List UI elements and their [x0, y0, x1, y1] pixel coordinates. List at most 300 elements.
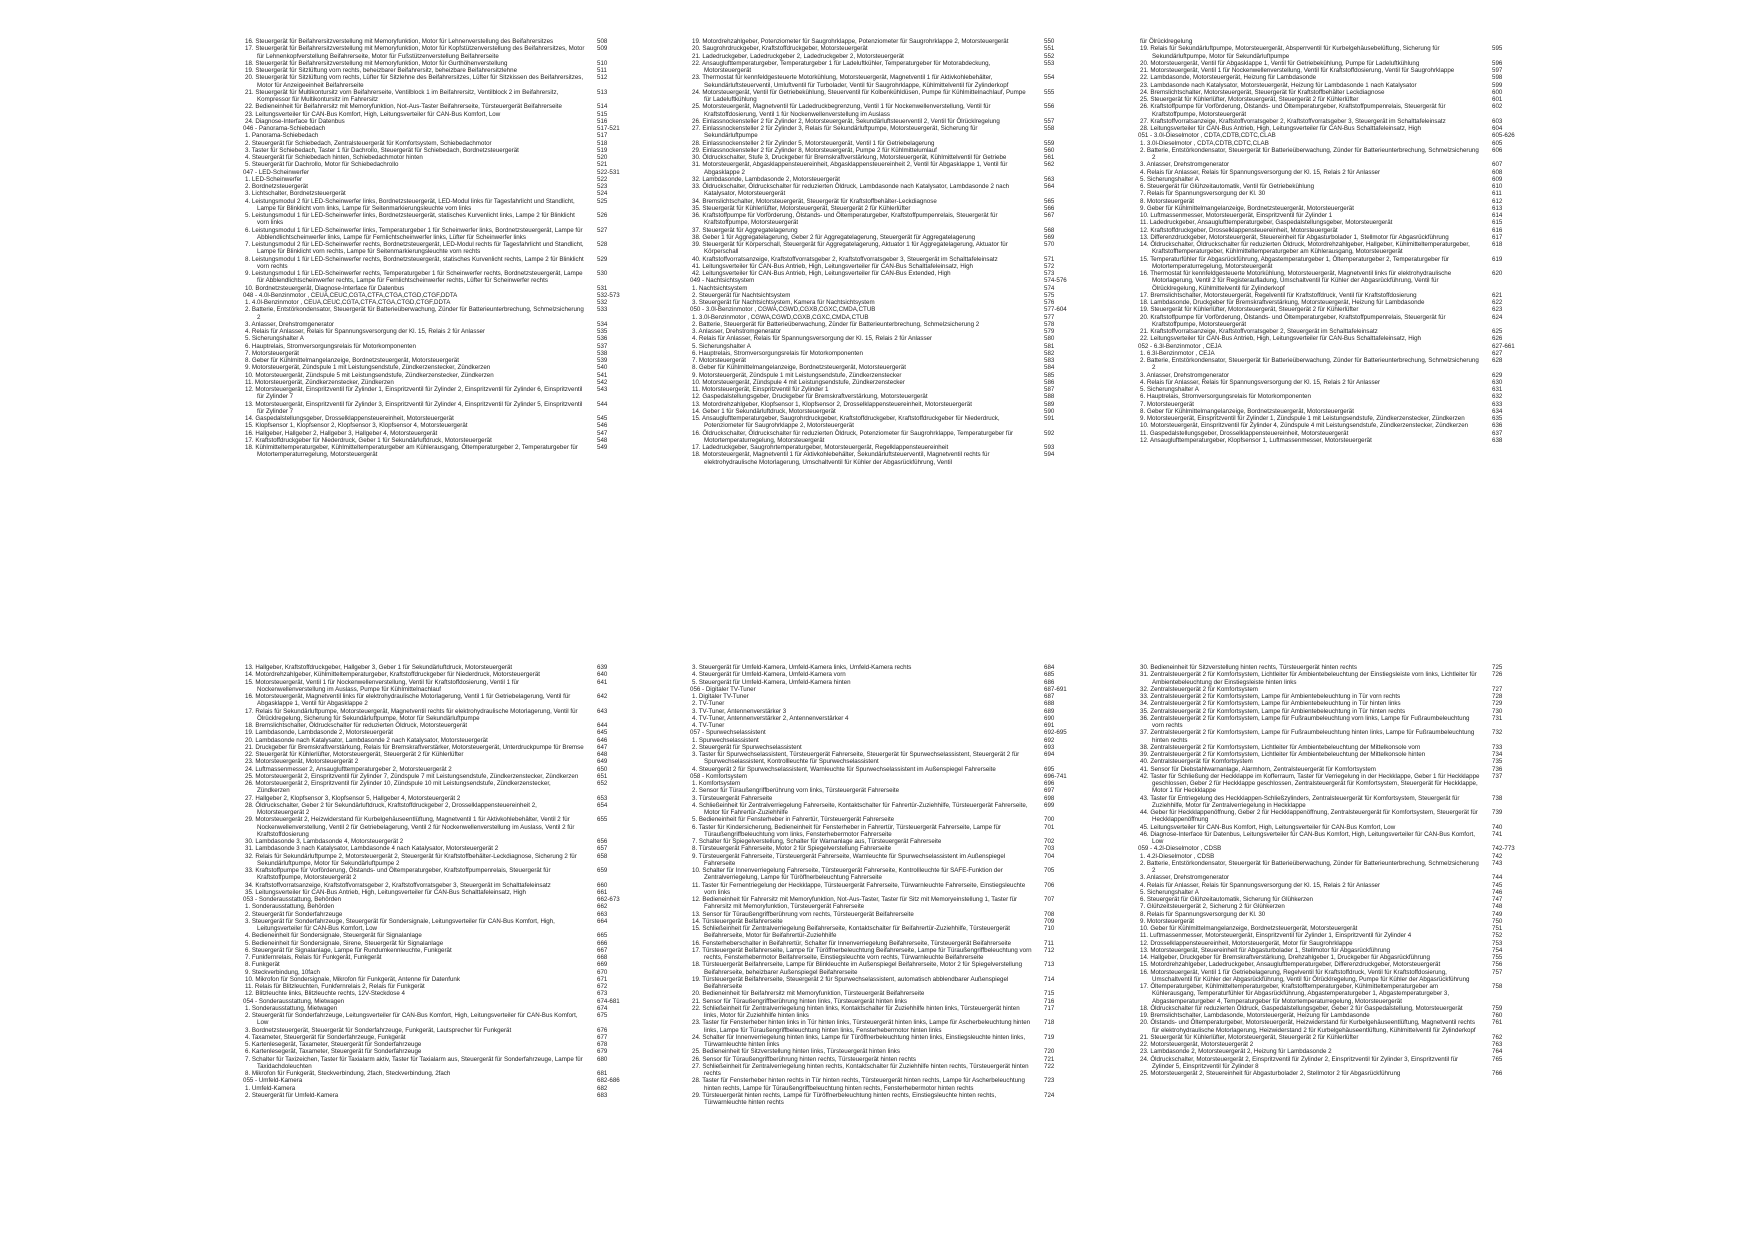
index-entry — [245, 379, 645, 386]
index-entry-page: 652 — [597, 780, 608, 787]
index-entry — [245, 1034, 645, 1041]
index-entry-title: 21. Motorsteuergerät, Ventil 1 für Nockenwellenverstellung, Ventil für Kraftstoffdosierung, Ventil für Saugrohrklappe — [1140, 67, 1455, 74]
index-entry — [1140, 831, 1540, 846]
index-entry-page: 651 — [597, 772, 608, 780]
index-entry-page: 693 — [1044, 743, 1055, 751]
index-entry-title: 7. Leistungsmodul 2 für LED-Scheinwerfer rechts, Bordnetzsteuergerät, LED-Modul rechts für Tagesfahrlicht und Standlicht, Lampe für Blinklicht vorn rechts, Lampe für Seitenmarkierungsleuchte vorn rechts — [245, 241, 584, 256]
index-entry — [692, 802, 1092, 817]
index-entry-title: 10. Motorsteuergerät, Zündspule 4 mit Leistungsendstufe, Zündkerzenstecker — [692, 378, 905, 386]
index-entry-title: 6. Steuergerät für Glühzeitautomatik, Sicherung für Glühkerzen — [1140, 896, 1313, 903]
index-entry — [245, 766, 645, 773]
index-entry-title: 13. Motorsteuergerät, Einspritzventil für Zylinder 3, Einspritzventil für Zylinder 4, Einspritzventil für Zylinder 5, Einspritzventil für Zylinder 7 — [245, 400, 583, 415]
index-entry-page: 520 — [597, 154, 608, 161]
index-entry-page: 649 — [597, 758, 608, 766]
index-entry-title: 13. Differenzdruckgeber, Motorsteuergerät, Steuereinheit für Abgasturbolader 1, Stellmotor für Abgasrückführung — [1140, 233, 1449, 241]
index-entry-page: 687 — [1044, 693, 1055, 700]
index-entry — [1140, 969, 1540, 984]
index-entry-page: 623 — [1492, 306, 1503, 314]
index-entry-title: 3. Steuergerät für Umfeld-Kamera, Umfeld-Kamera links, Umfeld-Kamera rechts — [692, 664, 912, 671]
index-entry-page: 733 — [1492, 743, 1503, 751]
index-entry-title: 12. Motorsteuergerät, Einspritzventil für Zylinder 1, Einspritzventil für Zylinder 2, Einspritzventil für Zylinder 6, Einspritzventil für Zylinder 7 — [245, 386, 583, 401]
index-entry — [1140, 1034, 1540, 1041]
index-entry-page: 756 — [1492, 961, 1503, 969]
index-entry-page: 704 — [1044, 852, 1055, 860]
index-entry-title: 8. Geber für Kühlmittelmangelanzeige, Bordnetzsteuergerät, Motorsteuergerät — [1140, 407, 1354, 415]
index-entry-page: 677 — [597, 1033, 608, 1041]
index-entry — [692, 824, 1092, 839]
index-entry — [692, 664, 1092, 671]
index-entry-title: 13. Motordrehzahlgeber, Klopfsensor 1, Klopfsensor 2, Drosselklappensteuereinheit, Motorsteuergerät — [692, 400, 972, 408]
index-entry-page: 564 — [1044, 183, 1055, 190]
index-entry — [245, 357, 645, 364]
index-entry — [1140, 38, 1540, 45]
index-section-heading — [245, 998, 645, 1005]
index-entry-title: 25. Steuergerät für Kühlerlüfter, Motorsteuergerät, Steuergerät 2 für Kühlerlüfter — [1140, 96, 1359, 103]
index-entry-title: 46. Diagnose-Interface für Datenbus, Leitungsverteiler für CAN-Bus Komfort, High, Leitungsverteiler für CAN-Bus Komfort, Low — [1140, 830, 1475, 845]
index-entry-page: 633 — [1492, 400, 1503, 408]
index-entry — [692, 1034, 1092, 1049]
index-entry — [245, 401, 645, 416]
index-entry-title: 32. Lambdasonde, Lambdasonde 2, Motorsteuergerät — [692, 175, 840, 183]
index-entry-page: 513 — [597, 88, 608, 96]
index-entry-page: 521 — [597, 161, 608, 169]
index-entry — [692, 299, 1092, 306]
index-entry — [1140, 67, 1540, 74]
index-entry-page: 606 — [1492, 146, 1503, 154]
index-entry-title: 24. Schalter für Innenverriegelung hinten links, Lampe für Türöffnerbeleuchtung hinten links, Einstiegsleuchte hinten links, Türwarnleuchte hinten links — [692, 1033, 1026, 1048]
index-entry — [1140, 708, 1540, 715]
index-entry — [692, 867, 1092, 882]
index-entry-page: 533 — [597, 306, 608, 314]
index-entry-title: 24. Motorsteuergerät, Ventil für Getriebekühlung, Steuerventil für Kolbenkühldüsen, Pumpe für Kühlmittelnachlauf, Pumpe für Ladeluftkühlung — [692, 88, 1026, 103]
index-entry — [1140, 911, 1540, 918]
index-entry-title: 5. Bedieneinheit für Sondersignale, Sirene, Steuergerät für Signalanlage — [245, 939, 444, 947]
index-entry — [245, 132, 645, 139]
index-entry — [245, 990, 645, 997]
index-entry-title: 6. Hauptrelais, Stromversorgungsrelais für Motorkomponenten — [245, 342, 416, 350]
index-entry-title: 1. 4.2l-Dieselmotor , CDSB — [1140, 852, 1215, 860]
index-entry-title: 1. 6.3l-Benzinmotor , CEJA — [1140, 349, 1215, 357]
index-entry-title: 25. Motorsteuergerät, Magnetventil für Ladedruckbegrenzung, Ventil 1 für Nockenwellenverstellung, Ventil für Kraftstoffdosierung, Ventil 1 für Nockenwellenverstellung im Auslass — [692, 103, 991, 118]
index-entry-title: 4. Bedieneinheit für Sondersignale, Steuergerät für Signalanlage — [245, 932, 422, 940]
index-entry-page: 676 — [597, 1026, 608, 1034]
index-entry-page: 719 — [1044, 1033, 1055, 1041]
index-entry — [245, 430, 645, 437]
index-entry-page: 607 — [1492, 161, 1503, 169]
index-entry-title: 16. Motorsteuergerät, Ventil 1 für Getriebelagerung, Regelventil für Kraftstoffdruck, Ventil für Kraftstoffdosierung, Umschaltventil für Kühler der Abgasrückführung, Ventil für Ölrücklregelung, Pumpe für Kühler der Abgasrückführung — [1140, 968, 1470, 983]
index-entry — [1140, 918, 1540, 925]
index-entry-page: 614 — [1492, 212, 1503, 219]
index-entry — [692, 343, 1092, 350]
index-entry — [692, 292, 1092, 299]
index-entry-page: 600 — [1492, 88, 1503, 96]
index-entry-page: 523 — [597, 183, 608, 190]
index-entry — [245, 190, 645, 197]
index-entry-page: 664 — [597, 917, 608, 925]
index-entry — [692, 1048, 1092, 1055]
index-entry — [1140, 437, 1540, 444]
index-entry — [692, 1056, 1092, 1063]
index-entry — [692, 393, 1092, 400]
index-entry-title: 3. Steuergerät für Nachtsichtsystem, Kamera für Nachtsichtsystem — [692, 299, 875, 306]
index-entry-title: 22. Motorsteuergerät, Motorsteuergerät 2 — [1140, 1041, 1254, 1048]
index-entry — [1140, 227, 1540, 234]
index-entry — [245, 1070, 645, 1077]
index-entry-title: 1. Spurwechselassistent — [692, 736, 759, 744]
index-entry — [1140, 74, 1540, 81]
index-entry-title: 17. Öltemperaturgeber, Kühlmitteltemperaturgeber, Kraftstofftemperaturgeber, Kühlmitteltemperaturgeber am Kühlerausgang, Temperaturfühler für Abgasrückführung, Abgastemperaturgeber 1, Abgastemperaturgeber 3, Abgastemperaturgeber 4, Temperaturgeber für Motortemperaturregelung, Motorsteuergerät — [1140, 983, 1450, 1005]
index-entry — [245, 795, 645, 802]
index-entry — [245, 889, 645, 896]
index-entry — [1140, 241, 1540, 256]
index-entry — [245, 947, 645, 954]
index-entry-page: 581 — [1044, 342, 1055, 350]
index-entry-page: 632 — [1492, 393, 1503, 401]
index-entry-page: 589 — [1044, 400, 1055, 408]
index-entry — [692, 787, 1092, 794]
index-entry — [692, 183, 1092, 198]
index-entry-title: 6. Kartenlesegerät, Taxameter, Steuergerät für Sonderfahrzeuge — [245, 1048, 422, 1056]
index-entry — [1140, 809, 1540, 824]
index-entry-page: 754 — [1492, 946, 1503, 954]
index-entry — [1140, 125, 1540, 132]
index-entry — [1140, 45, 1540, 60]
index-entry-title: 9. Motorsteuergerät — [1140, 917, 1194, 925]
index-entry-page: 647 — [597, 743, 608, 751]
index-entry-title: 8. Geber für Kühlmittelmangelanzeige, Bordnetzsteuergerät, Motorsteuergerät — [245, 357, 459, 364]
index-entry-title: 8. Türsteuergerät Fahrerseite, Motor 2 für Spiegelverstellung Fahrerseite — [692, 845, 892, 853]
index-entry — [692, 38, 1092, 45]
index-entry-page: 670 — [597, 968, 608, 976]
index-entry-title: 2. Steuergerät für Umfeld-Kamera — [245, 1091, 339, 1099]
index-entry-title: 9. Geber für Kühlmittelmangelanzeige, Bordnetzsteuergerät, Motorsteuergerät — [1140, 204, 1354, 212]
index-entry-page: 536 — [597, 335, 608, 343]
index-entry — [245, 918, 645, 933]
index-entry — [692, 1005, 1092, 1020]
index-entry — [1140, 729, 1540, 744]
index-entry-title: 9. Steckverbindung, 10fach — [245, 968, 320, 976]
index-entry-page: 683 — [597, 1091, 608, 1099]
index-entry-page: 685 — [1044, 671, 1055, 679]
index-entry-title: 4. Leistungsmodul 2 für LED-Scheinwerfer links, Bordnetzsteuergerät, LED-Modul links für Tagesfahrlicht und Standlicht, Lampe für Blinklicht vorn links, Lampe für Seitenmarkierungsleuchte vorn links — [245, 197, 575, 212]
index-entry-title: 11. Ladedruckgeber, Ansauglufttemperaturgeber, Gaspedalstellungsgeber, Motorsteuergerät — [1140, 219, 1393, 227]
index-entry — [1140, 256, 1540, 271]
index-entry-page: 722 — [1044, 1062, 1055, 1070]
index-entry-title: 18. Bremslichtschalter, Öldruckschalter für reduzierten Öldruck, Motorsteuergerät — [245, 722, 468, 729]
index-entry-page: 742-773 — [1492, 845, 1515, 853]
index-entry — [245, 270, 645, 285]
index-entry-title: 5. Sicherungshalter A — [1140, 386, 1199, 393]
index-entry-page: 763 — [1492, 1041, 1503, 1048]
index-entry-title: 5. Sicherungshalter A — [692, 342, 751, 350]
index-entry — [1140, 896, 1540, 903]
index-entry — [1140, 1048, 1540, 1055]
index-entry — [1140, 1019, 1540, 1034]
index-entry — [1140, 773, 1540, 795]
index-entry — [692, 911, 1092, 918]
index-entry-title: 26. Kraftstoffpumpe für Vorförderung, Ölstands- und Öltemperaturgeber, Kraftstoffpumpenrelais, Steuergerät für Kraftstoffpumpe, Motorsteuergerät — [1140, 103, 1446, 118]
index-entry — [692, 205, 1092, 212]
index-entry — [245, 285, 645, 292]
index-entry-page: 573 — [1044, 270, 1055, 277]
index-entry — [1140, 795, 1540, 810]
index-entry-title: 24. Bremslichtschalter, Motorsteuergerät, Steuergerät für Kraftstoffbehälter Leckdiagnose — [1140, 88, 1385, 96]
index-entry-page: 736 — [1492, 765, 1503, 773]
index-entry — [692, 715, 1092, 722]
index-entry-title: 1. 3.0l-Dieselmotor , CDTA,CDTB,CDTC,CLAB — [1140, 139, 1269, 147]
index-entry-page: 584 — [1044, 364, 1055, 372]
index-entry-page: 591 — [1044, 415, 1055, 422]
index-entry-page: 562 — [1044, 161, 1055, 169]
index-entry-page: 665 — [597, 932, 608, 940]
index-entry-page: 694 — [1044, 751, 1055, 758]
index-entry — [245, 147, 645, 154]
index-entry-page: 682 — [597, 1084, 608, 1092]
index-entry-page: 695 — [1044, 765, 1055, 773]
index-entry-title: 1. 3.0l-Benzinmotor , CGWA,CGWD,CGXB,CGXC,CMDA,CTUB — [692, 313, 869, 321]
index-entry-page: 762 — [1492, 1033, 1503, 1041]
index-entry-title: 2. Bordnetzsteuergerät — [245, 183, 308, 190]
index-entry-title: 12. Blitzleuchte links, Blitzleuchte rechts, 12V-Steckdose 4 — [245, 990, 405, 998]
index-entry-title: 1. 4.0l-Benzinmotor , CEUA,CEUC,CGTA,CTFA,CTGA,CTGD,CTGF,DDTA — [245, 299, 451, 306]
index-entry-title: 17. Kraftstoffdruckgeber für Niederdruck, Geber 1 für Sekundärluftdruck, Motorsteuergerät — [245, 436, 492, 444]
index-entry — [692, 708, 1092, 715]
index-entry — [245, 932, 645, 939]
index-section-heading — [692, 686, 1092, 693]
index-entry-page: 548 — [597, 436, 608, 444]
index-entry-page: 583 — [1044, 357, 1055, 364]
index-entry — [692, 45, 1092, 52]
index-entry-page: 575 — [1044, 291, 1055, 299]
index-entry — [245, 751, 645, 758]
index-entry-title: 3. Lichtschalter, Bordnetzsteuergerät — [245, 190, 346, 198]
index-entry-title: 10. Motorsteuergerät, Zündspule 5 mit Leistungsendstufe, Zündkerzenstecker, Zündkerzen — [245, 371, 494, 379]
index-entry — [245, 1092, 645, 1099]
index-entry-title: 4. TV-Tuner, Antennenverstärker 2, Antennenverstärker 4 — [692, 714, 849, 722]
index-column-bottom-left — [245, 664, 645, 1099]
index-entry-page: 645 — [597, 729, 608, 737]
index-entry — [692, 744, 1092, 751]
index-entry-page: 648 — [597, 751, 608, 758]
index-entry-title: 4. Relais für Anlasser, Relais für Spannungsversorgung der Kl. 15, Relais 2 für Anlasser — [245, 328, 486, 335]
index-entry-page: 542 — [597, 378, 608, 386]
index-entry-page: 626 — [1492, 335, 1503, 343]
index-entry — [245, 1085, 645, 1092]
index-entry-page: 550 — [1044, 38, 1055, 45]
index-entry-title: 3. Anlasser, Drehstromgenerator — [1140, 874, 1230, 882]
index-entry-page: 540 — [597, 364, 608, 372]
index-entry-page: 682-686 — [597, 1077, 620, 1085]
index-entry-title: 23. Lambdasonde 2, Motorsteuergerät 2, Heizung für Lambdasonde 2 — [1140, 1048, 1332, 1056]
index-entry-title: 2. TV-Tuner — [692, 700, 725, 708]
index-entry — [245, 969, 645, 976]
index-entry — [692, 285, 1092, 292]
index-entry-page: 558 — [1044, 125, 1055, 132]
index-entry-page: 750 — [1492, 917, 1503, 925]
index-entry-page: 687-691 — [1044, 685, 1067, 693]
index-entry — [1140, 983, 1540, 1005]
index-entry — [245, 961, 645, 968]
index-entry — [245, 816, 645, 838]
index-entry-page: 531 — [597, 284, 608, 292]
index-entry-page: 641 — [597, 678, 608, 686]
index-entry — [692, 1077, 1092, 1092]
index-entry — [692, 925, 1092, 940]
index-entry-title: 20. Ölstands- und Öltemperaturgeber, Motorsteuergerät, Heizwiderstand für Kurbelgehäuseentlüftung, Magnetventil rechts für elektrohydraulische Motorlagerung, Heizwiderstand 2 für Kurbelgehäuseentlüftung, Kühlmittelventil für Zylinderkopf — [1140, 1019, 1476, 1034]
index-entry-title: 26. Sensor für Türaußengriffberührung hinten rechts, Türsteuergerät hinten rechts — [692, 1055, 916, 1063]
index-entry — [692, 940, 1092, 947]
index-entry-page: 663 — [597, 910, 608, 918]
index-entry — [1140, 860, 1540, 875]
index-entry-page: 718 — [1044, 1019, 1055, 1027]
index-entry-title: 35. Leitungsverteiler für CAN-Bus Antrieb, High, Leitungsverteiler für CAN-Bus Schalttafeleinsatz, High — [245, 888, 526, 896]
index-entry-title: 10. Motorsteuergerät, Einspritzventil für Zylinder 4, Zündspule 4 mit Leistungsendstufe, Zündkerzenstecker, Zündkerzen — [1140, 422, 1469, 430]
index-section-heading — [692, 729, 1092, 736]
index-entry-page: 634 — [1492, 407, 1503, 415]
index-entry-page: 692-695 — [1044, 729, 1067, 737]
index-entry — [245, 111, 645, 118]
index-entry-page: 532-573 — [597, 291, 620, 299]
index-entry — [1140, 874, 1540, 881]
index-entry-title: 049 - Nachtsichtsystem — [690, 277, 755, 285]
index-entry-title: 6. Steuergerät für Glühzeitautomatik, Ventil für Getriebekühlung — [1140, 183, 1315, 190]
index-entry-title: 1. Sonderausstattung, Mietwagen — [245, 1004, 338, 1012]
index-entry-page: 603 — [1492, 117, 1503, 125]
index-entry-title: 15. Temperaturfühler für Abgasrückführung, Abgastemperaturgeber 1, Öltemperaturgeber 2, Temperaturgeber für Motortemperaturregelung, Motorsteuergerät — [1140, 255, 1449, 270]
index-entry — [692, 816, 1092, 823]
index-entry-title: 14. Motordrehzahlgeber, Kühlmitteltemperaturgeber, Kraftstoffdruckgeber für Niederdruck, Motorsteuergerät — [245, 671, 540, 679]
index-entry-page: 764 — [1492, 1048, 1503, 1056]
index-entry-page: 659 — [597, 867, 608, 874]
index-column-bottom-middle — [692, 664, 1092, 1106]
index-entry-title: 20. Steuergerät für Sitzlüftung vorn rechts, Lüfter für Sitzlehne des Beifahrersitzes, Lüfter für Sitzkissen des Beifahrersitzes, Motor für Anzeigeeinheit Beifahrerseite — [245, 74, 584, 89]
index-entry — [692, 234, 1092, 241]
index-entry-page: 702 — [1044, 838, 1055, 845]
index-entry-page: 735 — [1492, 758, 1503, 766]
index-entry-title: 1. Panorama-Schiebedach — [245, 132, 319, 140]
index-entry-page: 526 — [597, 212, 608, 219]
index-entry — [1140, 430, 1540, 437]
index-entry — [692, 998, 1092, 1005]
index-entry-page: 713 — [1044, 961, 1055, 969]
index-entry — [692, 430, 1092, 445]
index-entry — [1140, 176, 1540, 183]
index-entry — [692, 328, 1092, 335]
index-entry-page: 563 — [1044, 175, 1055, 183]
index-entry — [692, 89, 1092, 104]
index-entry-page: 609 — [1492, 175, 1503, 183]
index-entry-title: 16. Thermostat für kennfeldgesteuerte Motorkühlung, Motorsteuergerät, Magnetventil links für elektrohydraulische Motorlagerung, Ventil 2 für Registeraufladung, Umschaltventil für Kühler der Abgasrückführung, Ventil für Ölrücklregelung, Kühlmittelventil für Zylinderkopf — [1140, 270, 1452, 292]
index-entry-page: 593 — [1044, 444, 1055, 451]
index-entry-title: 047 - LED-Scheinwerfer — [243, 168, 310, 176]
index-entry — [692, 737, 1092, 744]
index-entry-title: 3. TV-Tuner, Antennenverstärker 3 — [692, 707, 787, 715]
index-entry-page: 559 — [1044, 139, 1055, 147]
index-entry-page: 637 — [1492, 429, 1503, 437]
index-entry-title: 3. Bordnetzsteuergerät, Steuergerät für Sonderfahrzeuge, Funkgerät, Lautsprecher für Funkgerät — [245, 1026, 512, 1034]
index-entry-title: 13. Hallgeber, Kraftstoffdruckgeber, Hallgeber 3, Geber 1 für Sekundärluftdruck, Motorsteuergerät — [245, 664, 513, 671]
index-entry — [245, 664, 645, 671]
index-entry-page: 627-661 — [1492, 342, 1515, 350]
index-entry-page: 678 — [597, 1041, 608, 1048]
index-entry-page: 701 — [1044, 823, 1055, 831]
index-entry-title: 29. Motorsteuergerät 2, Heizwiderstand für Kurbelgehäuseentlüftung, Magnetventil 1 für Aktivkohlebehälter, Ventil 2 für Nockenwellenverstellung, Ventil 2 für Getriebelagerung, Ventil 2 für Nockenwellenverstellung im Auslass, Ventil 2 für Kraftstoffdosierung — [245, 816, 575, 838]
index-entry-title: 3. Taster für Schiebedach, Taster 1 für Dachrollo, Steuergerät für Schiebedach, Bordnetzsteuergerät — [245, 146, 519, 154]
index-entry — [1140, 190, 1540, 197]
index-entry — [245, 722, 645, 729]
index-entry-page: 605-626 — [1492, 132, 1515, 140]
index-entry — [692, 700, 1092, 707]
index-entry — [692, 408, 1092, 415]
index-entry-page: 680 — [597, 1055, 608, 1063]
index-entry-page: 544 — [597, 400, 608, 408]
index-entry — [692, 263, 1092, 270]
index-entry-title: 35. Zentralsteuergerät 2 für Komfortsystem, Lampe für Ambientebeleuchtung in Tür hinten rechts — [1140, 707, 1406, 715]
index-entry — [1140, 947, 1540, 954]
index-entry-page: 710 — [1044, 925, 1055, 932]
index-entry-title: 15. Klopfsensor 1, Klopfsensor 2, Klopfsensor 3, Klopfsensor 4, Motorsteuergerät — [245, 422, 468, 430]
index-column-top-left — [245, 38, 645, 459]
index-entry-page: 684 — [1044, 664, 1055, 671]
index-entry — [1140, 903, 1540, 910]
index-entry-page: 618 — [1492, 241, 1503, 248]
index-entry — [692, 845, 1092, 852]
index-entry — [1140, 1070, 1540, 1077]
index-entry — [245, 1027, 645, 1034]
index-entry — [245, 328, 645, 335]
index-entry-title: 23. Leitungsverteiler für CAN-Bus Komfort, High, Leitungsverteiler für CAN-Bus Komfort, Low — [245, 110, 501, 118]
index-entry — [245, 976, 645, 983]
index-entry-page: 742 — [1492, 852, 1503, 860]
index-entry-page: 590 — [1044, 407, 1055, 415]
index-entry-page: 627 — [1492, 349, 1503, 357]
index-entry-title: 24. Luftmassenmesser 2, Ansauglufttemperaturgeber 2, Motorsteuergerät 2 — [245, 765, 452, 773]
index-entry-page: 543 — [597, 386, 608, 393]
index-entry — [692, 693, 1092, 700]
index-entry — [245, 140, 645, 147]
index-section-heading — [692, 277, 1092, 284]
index-section-heading — [245, 169, 645, 176]
index-entry — [692, 401, 1092, 408]
index-entry-title: 33. Zentralsteuergerät 2 für Komfortsystem, Lampe für Ambientebeleuchtung in Tür vorn rechts — [1140, 693, 1401, 700]
index-entry-title: 27. Hallgeber 2, Klopfsensor 3, Klopfsensor 5, Hallgeber 4, Motorsteuergerät 2 — [245, 794, 461, 802]
index-entry-page: 620 — [1492, 270, 1503, 277]
index-entry-title: 1. Digitaler TV-Tuner — [692, 693, 749, 700]
index-entry-title: 5. Bedieneinheit für Fensterheber in Fahrertür, Türsteuergerät Fahrerseite — [692, 816, 895, 824]
index-entry — [692, 947, 1092, 962]
index-entry-title: 31. Zentralsteuergerät 2 für Komfortsystem, Lichtleiter für Ambientebeleuchtung der Einstiegsleiste vorn links, Lichtleiter für Ambientebeleuchtung der Einstiegsleiste hinten links — [1140, 671, 1477, 686]
index-entry-title: 30. Lambdasonde 3, Lambdasonde 4, Motorsteuergerät 2 — [245, 838, 404, 845]
index-entry-title: 39. Steuergerät für Körperschall, Steuergerät für Aggregatelagerung, Aktuator 1 für Aggregatelagerung, Aktuator für Körperschall — [692, 241, 1008, 256]
index-entry-page: 569 — [1044, 233, 1055, 241]
index-entry-title: 36. Zentralsteuergerät 2 für Komfortsystem, Lampe für Fußraumbeleuchtung vorn links, Lampe für Fußraumbeleuchtung vorn rechts — [1140, 714, 1470, 729]
index-entry-title: 21. Steuergerät für Kühlerlüfter, Motorsteuergerät, Steuergerät 2 für Kühlerlüfter — [1140, 1033, 1359, 1041]
index-entry-title: 2. Batterie, Entstörkondensator, Steuergerät für Batterieüberwachung, Zünder für Batterieunterbrechung, Schmelzsicherung 2 — [1140, 859, 1479, 874]
index-entry-page: 602 — [1492, 103, 1503, 111]
index-entry-page: 522-531 — [597, 168, 620, 176]
index-entry-page: 689 — [1044, 707, 1055, 715]
index-entry-title: 38. Geber 1 für Aggregatelagerung, Geber 2 für Aggregatelagerung, Steuergerät für Aggregatelagerung — [692, 233, 976, 241]
index-entry-title: 19. Türsteuergerät Beifahrerseite, Steuergerät 2 für Spurwechselassistent, automatisch abblendbarer Außenspiegel Beifahrerseite — [692, 975, 1009, 990]
index-entry-page: 610 — [1492, 183, 1503, 190]
index-entry — [1140, 205, 1540, 212]
index-entry-page: 522 — [597, 175, 608, 183]
index-entry-page: 666 — [597, 939, 608, 947]
index-entry — [245, 1005, 645, 1012]
index-entry — [692, 357, 1092, 364]
index-entry-title: 31. Motorsteuergerät, Abgasklappensteuereinheit, Abgasklappensteuereinheit 2, Ventil für Abgasklappe 1, Ventil für Abgasklappe 2 — [692, 161, 1008, 176]
index-entry-page: 605 — [1492, 139, 1503, 147]
